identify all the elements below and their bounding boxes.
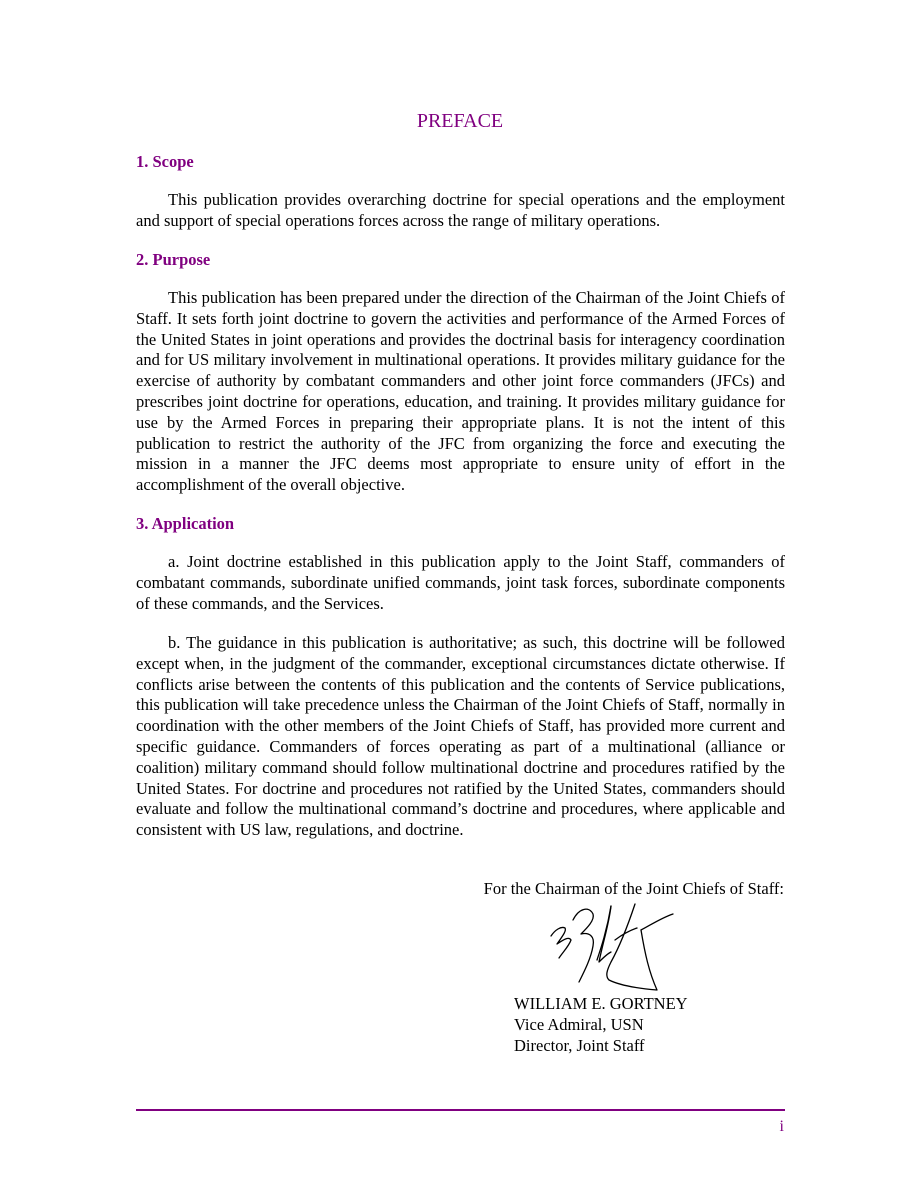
signer-position: Director, Joint Staff [514,1035,645,1055]
signature-intro: For the Chairman of the Joint Chiefs of Staff: [483,879,784,898]
handwritten-signature [545,900,680,992]
page-title: PREFACE [416,110,504,132]
section-heading-purpose: 2. Purpose [136,250,211,269]
page-number: i [779,1118,784,1135]
scope-paragraph: This publication provides overarching doctrine for special operations and the employment and support of special operations forces across the range of military operations. [136,190,785,230]
application-paragraph-a: a. Joint doctrine established in this publication apply to the Joint Staff, commanders of combatant commands, subordinate unified commands, joint task forces, subordinate components of these commands, and the Services. [136,552,785,613]
section-heading-scope: 1. Scope [136,152,194,171]
purpose-paragraph: This publication has been prepared under the direction of the Chairman of the Joint Chiefs of Staff. It sets forth joint doctrine to govern the activities and performance of the Armed Forces of the United States in joint operations and provides the doctrinal basis for interagency coordination and for US military involvement in multinational operations. It provides military guidance for the exercise of authority by combatant commanders and other joint force commanders (JFCs) and prescribes joint doctrine for operations, education, and training. It provides military guidance for use by the Armed Forces in preparing their appropriate plans. It is not the intent of this publication to restrict the authority of the JFC from organizing the force and executing the mission in a manner the JFC deems most appropriate to ensure unity of effort in the accomplishment of the overall objective. [136,288,785,495]
signer-rank: Vice Admiral, USN [514,1014,644,1034]
signer-block [514,994,688,1056]
section-heading-application: 3. Application [136,514,235,533]
application-paragraph-b: b. The guidance in this publication is authoritative; as such, this doctrine will be followed except when, in the judgment of the commander, exceptional circumstances dictate otherwise. If conflicts arise between the contents of this publication and the contents of Service publications, this publication will take precedence unless the Chairman of the Joint Chiefs of Staff, normally in coordination with the other members of the Joint Chiefs of Staff, has provided more current and specific guidance. Commanders of forces operating as part of a multinational (alliance or coalition) military command should follow multinational doctrine and procedures ratified by the United States. For doctrine and procedures not ratified by the United States, commanders should evaluate and follow the multinational command’s doctrine and procedures, where applicable and consistent with US law, regulations, and doctrine. [136,633,785,840]
footer-divider [136,1109,785,1111]
signer-name: WILLIAM E. GORTNEY [514,994,688,1013]
